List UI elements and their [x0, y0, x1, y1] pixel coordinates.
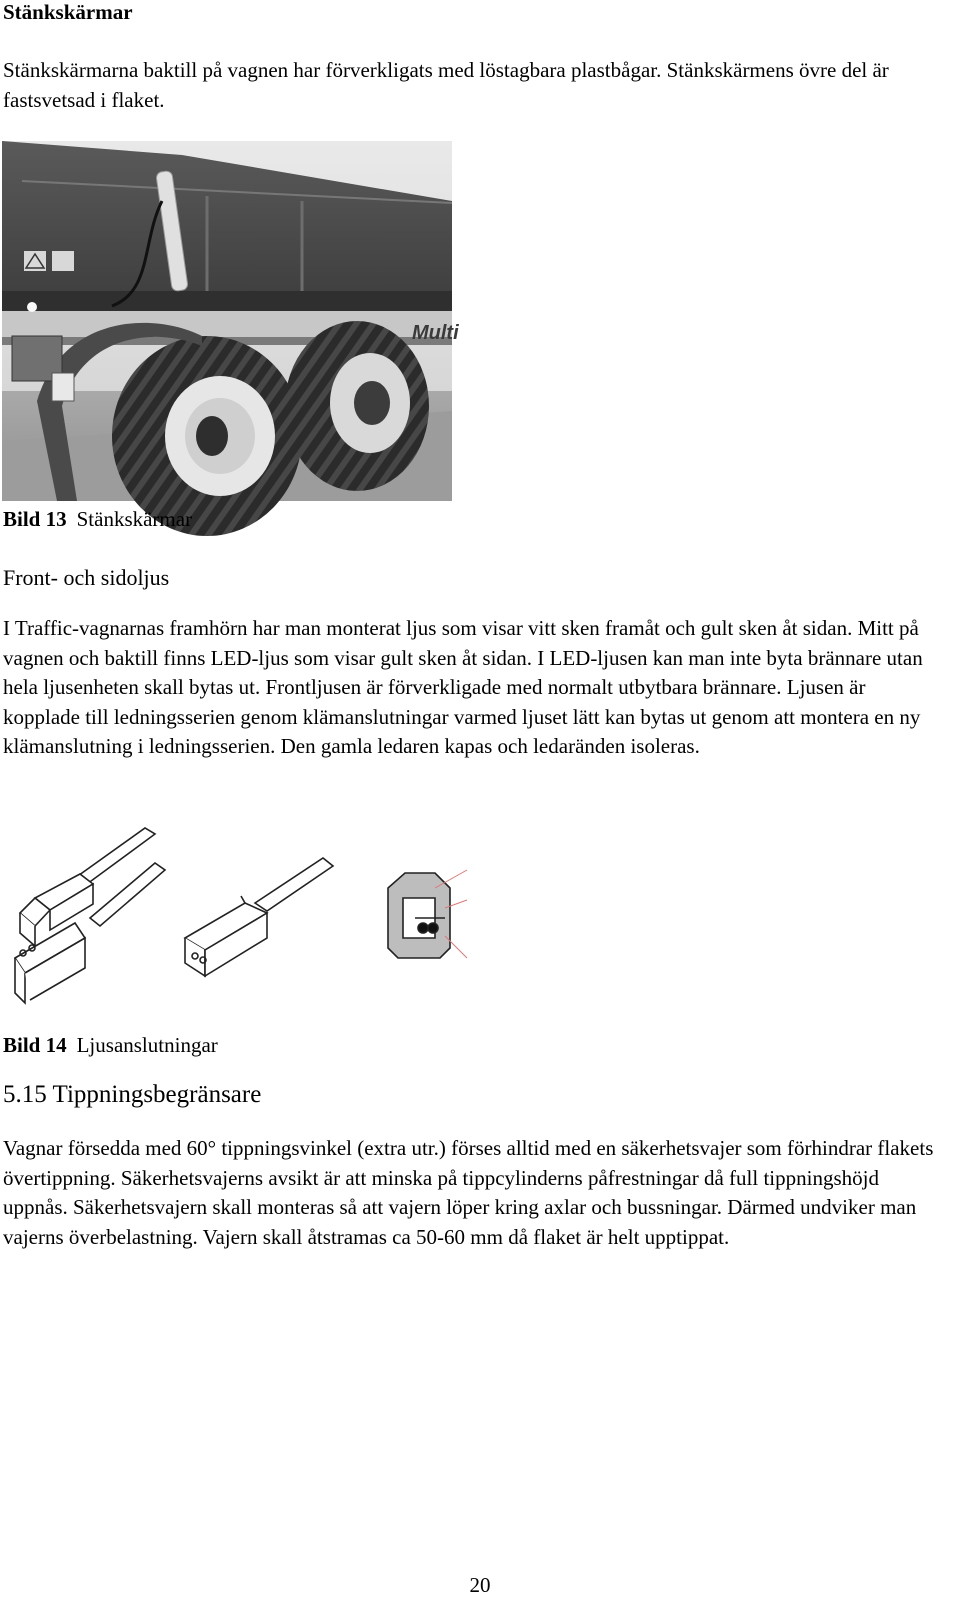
figure-14-caption: [3, 1033, 218, 1058]
section-heading-front-sidoljus: Front- och sidoljus: [3, 565, 170, 590]
figure-14-caption-text: Ljusanslutningar: [76, 1033, 218, 1057]
connector-closed-icon: [185, 858, 333, 976]
light-connectors-diagram: [5, 818, 475, 1003]
figure-14-label: Bild 14: [3, 1033, 67, 1057]
connector-open-icon: [15, 828, 165, 1003]
section-heading-tippningsbegransare: 5.15 Tippningsbegränsare: [3, 1081, 262, 1108]
connector-cross-section-icon: [388, 870, 467, 958]
paragraph-front-sidoljus: I Traffic-vagnarnas framhörn har man monterat ljus som visar vitt sken framåt och gult sken åt sidan. Mitt på vagnen och baktill finns LED-ljus som visar gult sken åt sidan. I LED-ljusen kan man inte byta brännare utan hela ljusenheten skall bytas ut. Frontljusen är förverkligade med normalt utbytbara brännare. Ljusen är kopplade till ledningsserien genom klämanslutningar varmed ljuset lätt kan bytas ut genom att montera en ny klämanslutning i ledningsserien. Den gamla ledaren kapas och ledaränden isoleras.: [3, 616, 923, 758]
paragraph-tippningsbegransare: Vagnar försedda med 60° tippningsvinkel (extra utr.) förses alltid med en säkerhetsvajer som förhindrar flakets övertippning. Säkerhetsvajerns avsikt är att minska på tippcylinderns påfrestningar då full tippningshöjd uppnås. Säkerhetsvajern skall monteras så att vajern löper kring axlar och bussningar. Därmed undviker man vajerns överbelastning. Vajern skall åtstramas ca 50-60 mm då flaket är helt upptippat.: [3, 1136, 934, 1249]
section-heading-stankskarmar: Stänkskärmar: [3, 0, 133, 24]
page-number: 20: [469, 1573, 491, 1597]
paragraph-stankskarmar: Stänkskärmarna baktill på vagnen har förverkligats med löstagbara plastbågar. Stänkskärmens övre del är fastsvetsad i flaket.: [3, 58, 889, 112]
figure-13-caption-text: Stänkskärmar: [76, 507, 193, 531]
logo-text: Multi: [412, 322, 459, 344]
figure-13-caption: [3, 507, 192, 532]
trailer-mudguard-photo: [2, 141, 459, 501]
figure-13-label: Bild 13: [3, 507, 67, 531]
